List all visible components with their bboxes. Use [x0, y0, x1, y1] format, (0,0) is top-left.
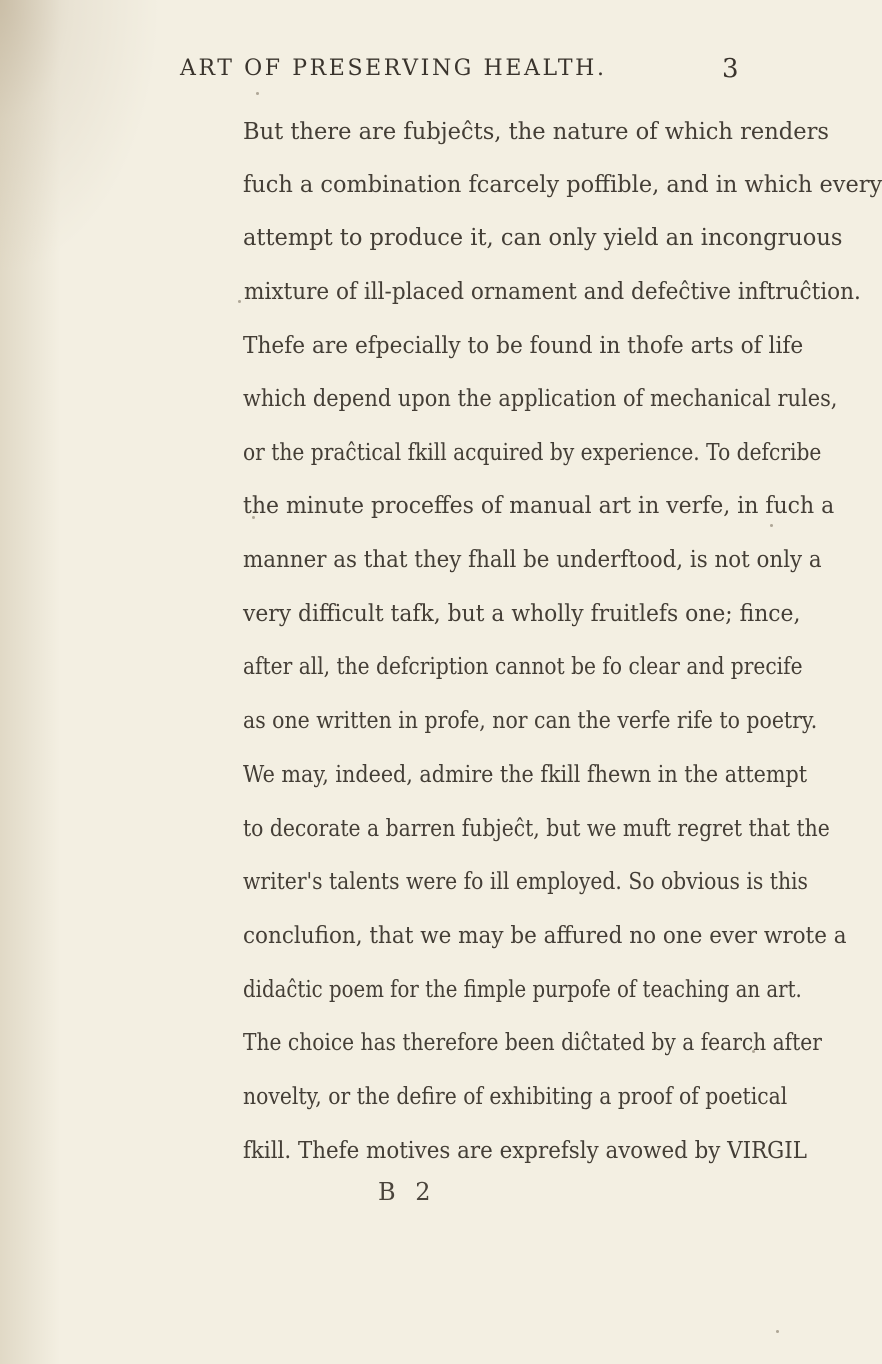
text-line: attempt to produce it, can only yield an incongruous	[243, 223, 843, 251]
text-line: as one written in profe, nor can the verfe rife to poetry.	[243, 706, 818, 734]
text-line: to decorate a barren fubjeĉt, but we muft regret that the	[243, 814, 830, 842]
text-line: mixture of ill-placed ornament and defeĉtive inftruĉtion.	[244, 277, 861, 305]
text-line: very difficult tafk, but a wholly fruitlefs one; fince,	[243, 599, 801, 627]
text-line: The choice has therefore been diĉtated by a fearch after	[243, 1028, 822, 1056]
text-line: But there are fubjeĉts, the nature of which renders	[243, 117, 829, 145]
text-line: writer's talents were fo ill employed. So obvious is this	[243, 867, 808, 895]
text-line: or the praĉtical fkill acquired by experience. To defcribe	[243, 438, 822, 466]
text-line: Thefe are efpecially to be found in thofe arts of life	[243, 331, 804, 359]
text-line: the minute proceffes of manual art in verfe, in fuch a	[243, 491, 835, 519]
signature-mark: B 2	[378, 1178, 437, 1206]
text-line: novelty, or the defire of exhibiting a proof of poetical	[243, 1082, 788, 1110]
text-line: We may, indeed, admire the fkill fhewn in the attempt	[243, 760, 808, 788]
page-number: 3	[722, 54, 739, 84]
text-line: manner as that they fhall be underftood, is not only a	[243, 545, 822, 573]
text-line: didaĉtic poem for the fimple purpofe of teaching an art.	[243, 975, 802, 1003]
text-line: after all, the defcription cannot be fo clear and precife	[243, 652, 803, 680]
text-line: which depend upon the application of mechanical rules,	[243, 384, 838, 412]
running-head-title: ART OF PRESERVING HEALTH.	[180, 56, 607, 81]
text-line: fuch a combination fcarcely poffible, and in which every	[243, 170, 882, 198]
text-line: conclufion, that we may be affured no one ever wrote a	[243, 921, 847, 949]
text-line: fkill. Thefe motives are exprefsly avowed by VIRGIL	[243, 1136, 807, 1164]
